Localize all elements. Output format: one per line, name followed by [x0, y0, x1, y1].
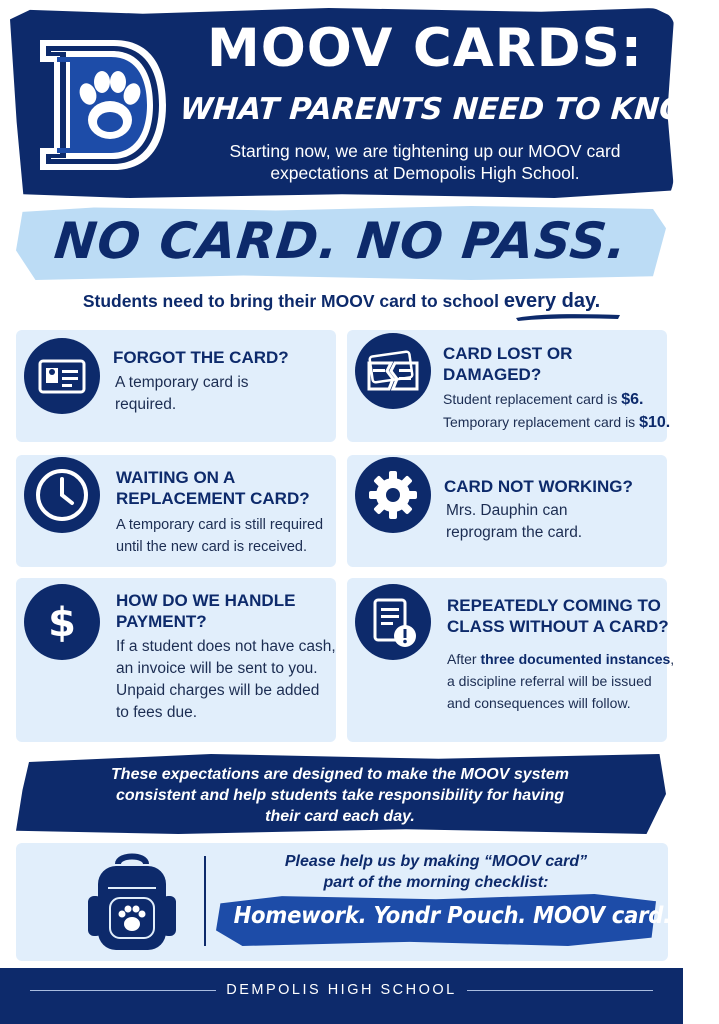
intro-text: Starting now, we are tightening up our MOOV card expectations at Demopolis High School.	[229, 141, 621, 183]
card-body: A temporary card is required.	[115, 374, 249, 413]
card-title: REPEATEDLY COMING TO CLASS WITHOUT A CARD?	[447, 596, 669, 636]
dollar-icon	[24, 584, 100, 660]
gear-icon	[355, 457, 431, 533]
card-title: WAITING ON A REPLACEMENT CARD?	[116, 468, 310, 508]
document-alert-icon	[355, 584, 431, 660]
icon-badge	[355, 333, 431, 409]
card-title: HOW DO WE HANDLE PAYMENT?	[116, 591, 296, 631]
id-card-icon	[24, 338, 100, 414]
divider	[204, 856, 206, 946]
footer-school-name: DEMPOLIS HIGH SCHOOL	[226, 982, 457, 998]
icon-badge	[355, 584, 431, 660]
headline-text: NO CARD. NO PASS.	[51, 212, 631, 270]
icon-badge	[24, 338, 100, 414]
card-body: If a student does not have cash, an invoice will be sent to you. Unpaid charges will be added to fees due.	[116, 638, 336, 721]
icon-badge	[355, 457, 431, 533]
card-body: A temporary card is still required until the new card is received.	[116, 517, 324, 555]
expectations-text: These expectations are designed to make the MOOV system consistent and help students take responsibility for having their card each day.	[111, 766, 569, 825]
page-title: MOOV CARDS:	[207, 18, 643, 79]
broken-card-icon	[355, 333, 431, 409]
backpack-icon	[84, 850, 180, 954]
svg-text:$: $	[48, 600, 76, 646]
card-body: Student replacement card is $6. Temporary replacement card is $10.	[443, 391, 671, 431]
card-title: FORGOT THE CARD?	[113, 348, 289, 367]
slogan-text: Homework. Yondr Pouch. MOOV card.	[233, 903, 671, 929]
icon-badge	[24, 584, 100, 660]
card-title: CARD NOT WORKING?	[444, 477, 633, 496]
icon-badge	[24, 457, 100, 533]
card-title: CARD LOST OR DAMAGED?	[443, 344, 573, 384]
card-body: After three documented instances, a discipline referral will be issued and consequences will follow.	[447, 651, 675, 711]
clock-icon	[24, 457, 100, 533]
checklist-text: Please help us by making “MOOV card” part of the morning checklist:	[284, 853, 588, 891]
emphasis-underline	[514, 312, 622, 322]
page-subtitle: WHAT PARENTS NEED TO KNOW	[178, 92, 719, 127]
school-logo	[36, 36, 170, 174]
tagline: Students need to bring their MOOV card to school every day.	[82, 290, 601, 312]
card-body: Mrs. Dauphin can reprogram the card.	[446, 502, 583, 541]
